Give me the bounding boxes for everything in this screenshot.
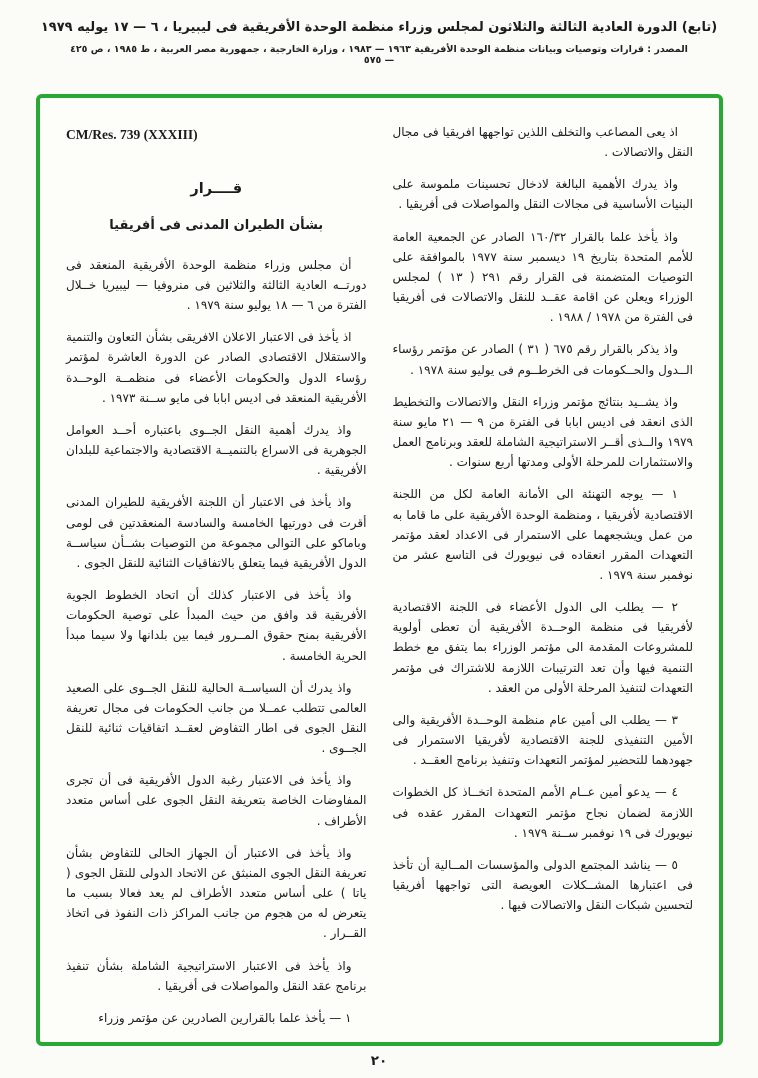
numbered-clause: ١ — يأخذ علما بالقرارين الصادرين عن مؤتمر وزراء bbox=[98, 1010, 352, 1025]
page-header bbox=[0, 0, 758, 66]
paragraph: اذ يأخذ فى الاعتبار الاعلان الافريقى بشأن التعاون والتنمية والاستقلال الاقتصادى الصادر عن الدورة العاشرة لمؤتمر رؤساء الدول والحكومات الأعضاء فى منظمــة الوحــدة الأفريقية المنعقد فى اديس ابابا فى مايو ســنة ١٩٧٣ . bbox=[66, 330, 367, 405]
paragraph: اذ يعى المصاعب والتخلف اللذين تواجهها افريقيا فى مجال النقل والاتصالات . bbox=[392, 125, 693, 160]
session-title: (تابع) الدورة العادية الثالثة والثلاثون لمجلس وزراء منظمة الوحدة الأفريقية فى ليبيريا ، ٦ — ١٧ يوليه ١٩٧٩ bbox=[40, 20, 718, 35]
page-number: ٢٠ bbox=[370, 1053, 388, 1069]
numbered-clause: ٣ — يطلب الى أمين عام منظمة الوحــدة الأفريقية والى الأمين التنفيذى للجنة الاقتصادية لأفريقيا الاستمرار فى جهودهما للتحضير لمؤتمر التعهدات وتنفيذ برنامج العقــد . bbox=[392, 712, 693, 768]
paragraph: واذ يشــيد بنتائج مؤتمر وزراء النقل والاتصالات والتخطيط الذى انعقد فى اديس ابابا فى الفترة من ٩ — ٢١ مايو سنة ١٩٧٩ والــذى أقــر الاستراتيجية الشاملة للعقد وبرنامج العمل والاستثمارات للمرحلة الأولى ومدتها أربع سنوات . bbox=[392, 394, 693, 470]
resolution-title: قــــرار bbox=[190, 180, 243, 197]
numbered-clause: ١ — يوجه التهنئة الى الأمانة العامة لكل من اللجنة الاقتصادية لأفريقيا ، ومنظمة الوحدة الأفريقية على ما قاما به من عمل ويشجعهما على الاستمرار فى الاعداد لعقد مؤتمر التعهدات المقرر انعقاده فى نيويورك فى التاسع عشر من نوفمبر سنة ١٩٧٩ . bbox=[392, 487, 693, 582]
paragraph: واذ يذكر بالقرار رقم ٦٧٥ ( ٣١ ) الصادر عن مؤتمر رؤساء الــدول والحــكومات فى الخرطــوم فى يوليو سنة ١٩٧٨ . bbox=[392, 342, 693, 377]
resolution-reference: CM/Res. 739 (XXXIII) bbox=[66, 127, 198, 142]
two-column-content bbox=[40, 98, 719, 1042]
numbered-clause: ٢ — يطلب الى الدول الأعضاء فى اللجنة الاقتصادية لأفريقيا فى منظمة الوحــدة الأفريقية أن تعطى أولوية للمشروعات المقدمة الى مؤتمر الوزراء بما يتفق مع خطط التنمية فيها وأن تعد الترتيبات اللازمة للاشتراك فى مؤتمر التعهدات لتنفيذ المرحلة الأولى من العقد . bbox=[392, 600, 693, 695]
paragraph: واذ يأخذ فى الاعتبار أن الجهاز الحالى للتفاوض بشأن تعريفة النقل الجوى المنبثق عن الاتحاد الدولى للنقل الجوى ( ياتا ) على أساس متعدد الأطراف لم يعد فعالا بسبب ما يتعرض له من هجوم من جانب المراكز ذات النفوذ فى اتخاذ القــرار . bbox=[66, 845, 367, 941]
source-note: المصدر : قرارات وتوصيات وبيانات منظمة الوحدة الأفريقية ١٩٦٣ — ١٩٨٣ ، وزارة الخارجية ، جمهورية مصر العربية ، ط ١٩٨٥ ، ص ٤٢٥ — ٥٧٥ bbox=[70, 44, 688, 66]
paragraph: واذ يأخذ فى الاعتبار أن اللجنة الأفريقية للطيران المدنى أقرت فى دورتيها الخامسة والسادسة المنعقدتين فى لومى وباماكو على التوالى مجموعة من التوصيات بشــأن سياســة الدول الأفريقية فيما يتعلق بالاتفاقيات الثنائية للنقل الجوى . bbox=[66, 495, 367, 570]
numbered-clause: ٥ — يناشد المجتمع الدولى والمؤسسات المــالية أن تأخذ فى اعتبارها المشــكلات العويصة التى تواجهها أفريقيا لتحسين شبكات النقل والاتصالات فيها . bbox=[392, 857, 693, 913]
paragraph: واذ يأخذ فى الاعتبار كذلك أن اتحاد الخطوط الجوية الأفريقية قد وافق من حيث المبدأ على توصية الحكومات الأفريقية بمنح حقوق المــرور فيما بين بلدانها ولا سيما مبدأ الحرية الخامسة . bbox=[66, 588, 367, 663]
paragraph: واذ يأخذ فى الاعتبار رغبة الدول الأفريقية فى أن تجرى المفاوضات الخاصة بتعريفة النقل الجوى على أساس متعدد الأطراف . bbox=[66, 773, 367, 828]
paragraph: واذ يدرك الأهمية البالغة لادخال تحسينات ملموسة على البنيات الأساسية فى مجالات النقل والمواصلات فى أفريقيا . bbox=[392, 177, 693, 212]
resolution-subtitle: بشأن الطيران المدنى فى أفريقيا bbox=[109, 218, 324, 234]
right-column bbox=[393, 122, 694, 1026]
numbered-clause: ٤ — يدعو أمين عــام الأمم المتحدة اتخــاذ كل الخطوات اللازمة لضمان نجاح مؤتمر التعهدات المقرر عقده فى نيويورك فى ١٩ نوفمبر ســنة ١٩٧٩ . bbox=[392, 785, 693, 840]
paragraph: واذ يدرك أن السياســة الحالية للنقل الجــوى على الصعيد العالمى تتطلب عمــلا من جانب الحكومات فى مجال تعريفة النقل الجوى فى اطار التفاوض لعقــد اتفاقيات ثنائية للنقل الجــوى . bbox=[66, 680, 367, 756]
left-column bbox=[66, 122, 367, 1026]
paragraph: واذ يدرك أهمية النقل الجــوى باعتباره أحــد العوامل الجوهرية فى الاسراع بالتنميــة الاقتصادية والاجتماعية للبلدان الأفريقية . bbox=[66, 422, 367, 478]
paragraph: أن مجلس وزراء منظمة الوحدة الأفريقية المنعقد فى دورتــه العادية الثالثة والثلاثين فى منروفيا — ليبيريا خــلال الفترة من ٦ — ١٨ يوليو سنة ١٩٧٩ . bbox=[66, 257, 367, 313]
page-footer bbox=[0, 1050, 758, 1069]
paragraph: واذ يأخذ فى الاعتبار الاستراتيجية الشاملة بشأن تنفيذ برنامج عقد النقل والمواصلات فى أفريقيا . bbox=[66, 958, 367, 993]
paragraph: واذ يأخذ علما بالقرار ١٦٠/٣٢ الصادر عن الجمعية العامة للأمم المتحدة بتاريخ ١٩ ديسمبر سنة ١٩٧٧ بالموافقة على التوصيات المتضمنة فى القرار رقم ٢٩١ ( ١٣ ) لمجلس الوزراء ويعلن عن اقامة عقــد للنقل والاتصالات فى أفريقيا فى الفترة من ١٩٧٨ / ١٩٨٨ . bbox=[392, 229, 694, 325]
green-border-frame bbox=[36, 94, 723, 1046]
